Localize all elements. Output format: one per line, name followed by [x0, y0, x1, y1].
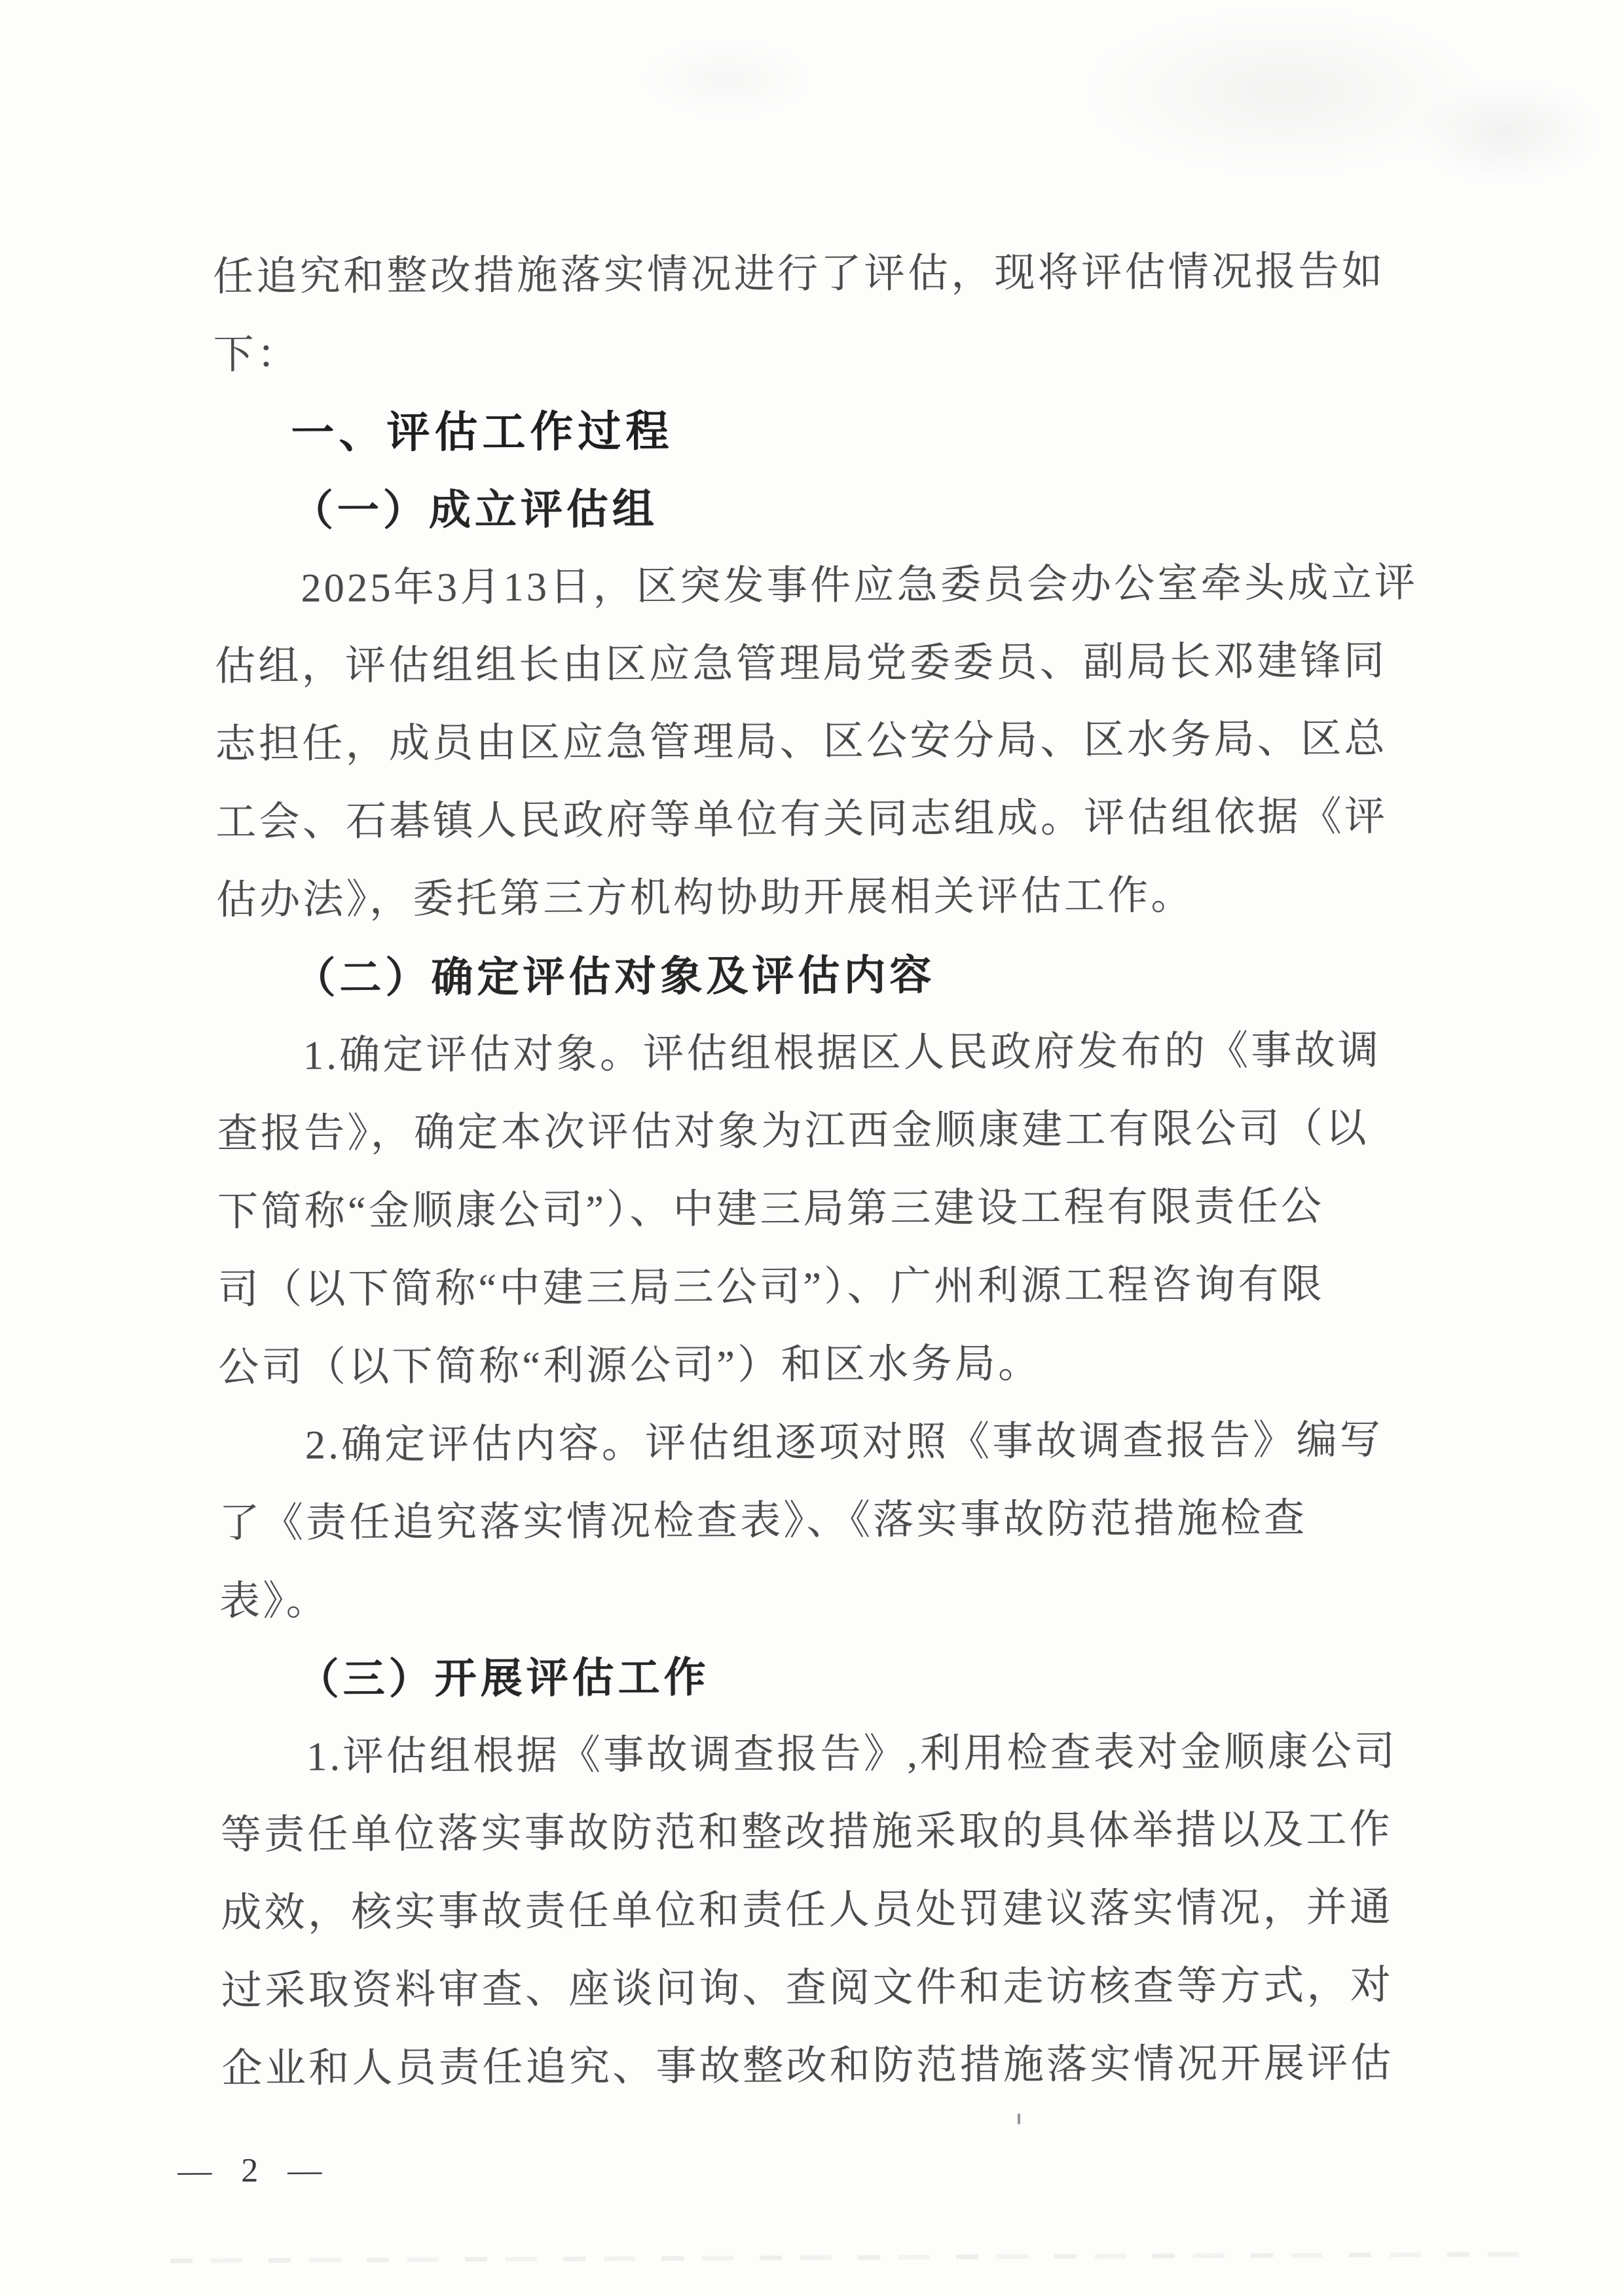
heading-line: （二）确定评估对象及评估内容: [293, 952, 936, 1002]
heading-line: （三）开展评估工作: [297, 1654, 710, 1703]
text-line: 2025年3月13日，区突发事件应急委员会办公室牵头成立评: [301, 560, 1418, 611]
text-line: 查报告》，确定本次评估对象为江西金顺康建工有限公司（以: [217, 1106, 1369, 1157]
scan-artifact-strip: [170, 2252, 1519, 2263]
text-line: 2.确定评估内容。评估组逐项对照《事故调查报告》编写: [304, 1417, 1384, 1468]
page-number: — 2 —: [177, 2151, 333, 2190]
scan-speck: [1018, 2113, 1020, 2124]
text-line: 下简称“金顺康公司”）、中建三局第三建设工程有限责任公: [217, 1184, 1325, 1235]
text-line: 1.评估组根据《事故调查报告》,利用检查表对金顺康公司: [306, 1729, 1398, 1779]
text-line: 估办法》，委托第三方机构协助开展相关评估工作。: [215, 873, 1194, 923]
text-line: 企业和人员责任追究、事故整改和防范措施落实情况开展评估: [221, 2041, 1394, 2092]
text-line: 司（以下简称“中建三局三公司”）、广州利源工程咨询有限: [217, 1262, 1325, 1313]
heading-line: （一）成立评估组: [291, 486, 659, 534]
text-line: 工会、石碁镇人民政府等单位有关同志组成。评估组依据《评: [215, 794, 1388, 845]
heading-line: 一、评估工作过程: [291, 407, 674, 457]
text-line: 表》。: [219, 1578, 330, 1624]
text-line: 1.确定评估对象。评估组根据区人民政府发布的《事故调: [303, 1028, 1382, 1078]
text-line: 公司（以下简称“利源公司”）和区水务局。: [218, 1341, 1042, 1391]
text-line: 了《责任追究落实情况检查表》、《落实事故防范措施检查: [219, 1496, 1308, 1546]
text-line: 任追究和整改措施落实情况进行了评估，现将评估情况报告如: [213, 249, 1386, 300]
text-line: 志担任，成员由区应急管理局、区公安分局、区水务局、区总: [215, 716, 1388, 767]
document-body-text: [213, 233, 1418, 2109]
text-line: 过采取资料审查、座谈问询、查阅文件和走访核查等方式，对: [221, 1963, 1394, 2014]
text-line: 成效，核实事故责任单位和责任人员处罚建议落实情况，并通: [221, 1885, 1393, 1936]
text-line: 等责任单位落实事故防范和整改措施采取的具体举措以及工作: [220, 1807, 1393, 1858]
text-line: 下：: [213, 332, 301, 378]
text-line: 估组，评估组组长由区应急管理局党委委员、副局长邓建锋同: [214, 638, 1388, 689]
